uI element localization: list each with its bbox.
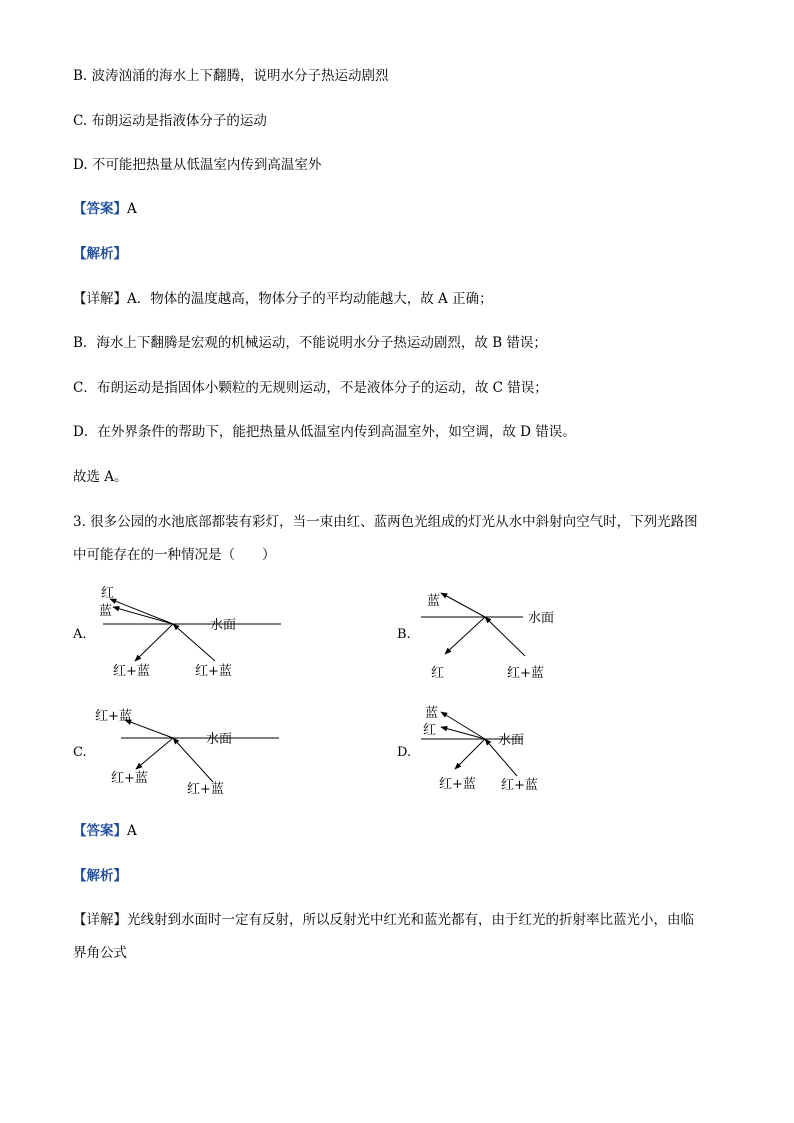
diagram-d xyxy=(397,706,597,810)
q3-stem-line2: 中可能存在的一种情况是（ ） xyxy=(73,547,276,563)
reflected-ray xyxy=(125,720,173,738)
incident-ray xyxy=(485,617,525,656)
q2-conclusion: 故选 A。 xyxy=(73,469,128,485)
analysis-tag: 【解析】 xyxy=(73,246,127,262)
analysis-tag: 【解析】 xyxy=(73,868,127,884)
refracted-ray xyxy=(135,624,173,661)
diagram-c-letter: C. xyxy=(73,745,87,760)
q2-answer xyxy=(73,199,137,219)
diagram-c xyxy=(73,706,273,810)
label-incident: 红+蓝 xyxy=(501,778,538,793)
label-water-surface: 水面 xyxy=(210,618,237,633)
label-water-surface: 水面 xyxy=(498,733,525,748)
label-refract: 红+蓝 xyxy=(113,664,150,679)
label-reflect-2: 蓝 xyxy=(99,604,113,619)
q3-detail-line2: 界角公式 xyxy=(73,945,127,961)
diagram-d-letter: D. xyxy=(397,745,412,760)
reflected-ray-blue xyxy=(441,712,485,739)
detail-line1-text: 光线射到水面时一定有反射，所以反射光中红光和蓝光都有，由于红光的折射率比蓝光小，由临 xyxy=(127,912,694,928)
refracted-ray xyxy=(136,738,173,769)
reflected-ray-red xyxy=(441,727,485,739)
label-incident: 红+蓝 xyxy=(507,666,544,681)
answer-value: A xyxy=(127,823,137,839)
label-refract: 红+蓝 xyxy=(111,771,148,786)
q2-detail-b: B．海水上下翻腾是宏观的机械运动，不能说明水分子热运动剧烈，故 B 错误； xyxy=(73,335,547,351)
diagram-a-letter: A. xyxy=(73,627,87,642)
label-incident: 红+蓝 xyxy=(195,664,232,679)
reflected-ray-blue xyxy=(441,593,485,617)
label-water-surface: 水面 xyxy=(206,732,233,747)
label-incident: 红+蓝 xyxy=(187,782,224,797)
q2-detail-d: D．在外界条件的帮助下，能把热量从低温室内传到高温室外，如空调，故 D 错误。 xyxy=(73,424,576,440)
label-reflect-1: 红 xyxy=(101,586,115,601)
q3-answer xyxy=(73,821,137,841)
option-d: D. 不可能把热量从低温室内传到高温室外 xyxy=(73,157,322,173)
answer-tag: 【答案】 xyxy=(73,201,127,217)
q2-detail-a xyxy=(73,289,493,309)
q3-detail-line1 xyxy=(73,910,694,930)
detail-a-text: A．物体的温度越高，物体分子的平均动能越大，故 A 正确； xyxy=(127,291,493,307)
option-c: C. 布朗运动是指液体分子的运动 xyxy=(73,113,267,129)
answer-value: A xyxy=(127,201,137,217)
answer-tag: 【答案】 xyxy=(73,823,127,839)
reflected-ray-red xyxy=(110,599,173,624)
diagram-b-letter: B. xyxy=(397,627,411,642)
label-water-surface: 水面 xyxy=(528,611,555,626)
incident-ray xyxy=(173,624,215,661)
refracted-ray xyxy=(455,739,485,769)
detail-tag: 【详解】 xyxy=(73,291,127,307)
label-reflect-1: 蓝 xyxy=(427,594,441,609)
label-refract: 红 xyxy=(431,666,445,681)
label-reflect-1: 蓝 xyxy=(425,706,439,721)
detail-tag: 【详解】 xyxy=(73,912,127,928)
label-reflect-1: 红+蓝 xyxy=(95,709,132,724)
label-reflect-2: 红 xyxy=(423,723,437,738)
refracted-ray xyxy=(445,617,485,654)
option-b: B. 波涛汹涌的海水上下翻腾，说明水分子热运动剧烈 xyxy=(73,68,389,84)
diagram-a xyxy=(73,585,273,689)
q2-analysis-heading xyxy=(73,244,127,264)
q3-stem-line1: 3. 很多公园的水池底部都装有彩灯，当一束由红、蓝两色光组成的灯光从水中斜射向空气时，下列光路图 xyxy=(73,514,698,530)
q2-detail-c: C．布朗运动是指固体小颗粒的无规则运动，不是液体分子的运动，故 C 错误； xyxy=(73,380,548,396)
reflected-ray-blue xyxy=(113,607,173,624)
q3-analysis-heading xyxy=(73,866,127,886)
diagram-b xyxy=(397,590,597,694)
label-refract: 红+蓝 xyxy=(439,777,476,792)
